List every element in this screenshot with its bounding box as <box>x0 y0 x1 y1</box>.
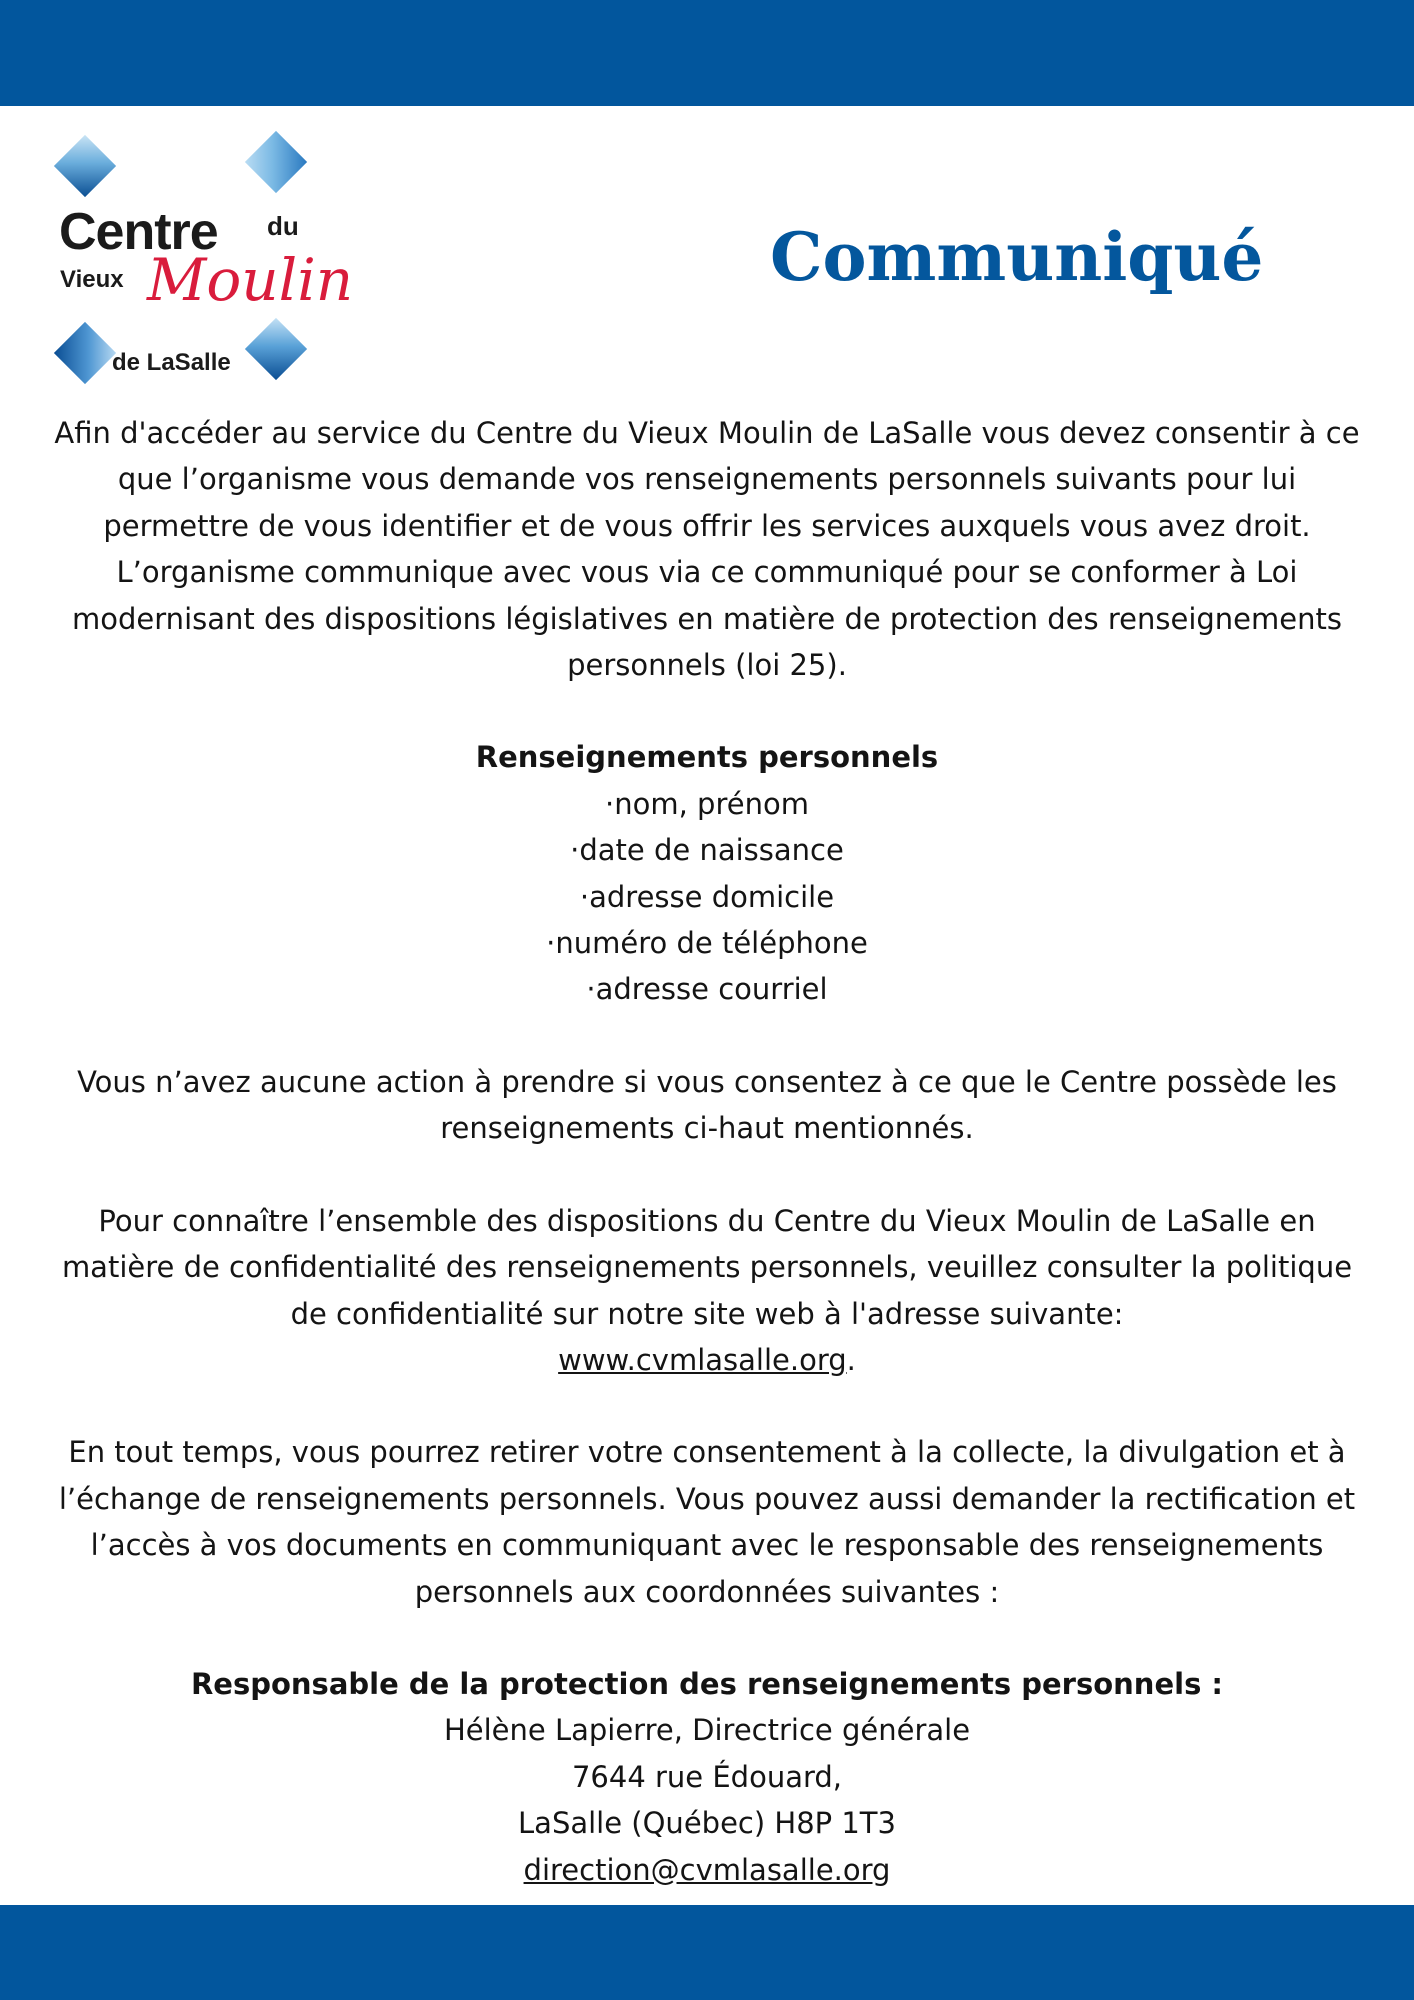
logo-diamond-top-right <box>245 131 307 193</box>
info-list <box>50 781 1364 1013</box>
list-item: · numéro de téléphone <box>50 920 1364 966</box>
list-item: · nom, prénom <box>50 781 1364 827</box>
logo-diamond-top-left <box>54 135 116 197</box>
logo-word-moulin: Moulin <box>147 246 354 314</box>
logo-word-centre: Centre <box>59 203 218 261</box>
list-item: · adresse courriel <box>50 966 1364 1012</box>
logo-word-du: du <box>267 211 299 241</box>
top-banner <box>0 0 1414 106</box>
contact-email-link[interactable]: direction@cvmlasalle.org <box>523 1852 891 1887</box>
logo-word-vieux: Vieux <box>60 266 124 293</box>
logo-diamond-bottom-left <box>54 322 116 384</box>
contact-street: 7644 rue Édouard, <box>571 1759 843 1794</box>
logo-diamond-bottom-right <box>245 318 307 380</box>
policy-paragraph <box>50 1198 1364 1384</box>
list-item: · date de naissance <box>50 827 1364 873</box>
consent-paragraph: Vous n’avez aucune action à prendre si vous consentez à ce que le Centre possède les renseignements ci-haut mentionnés. <box>77 1064 1337 1146</box>
page-title: Communiqué <box>770 218 1264 296</box>
website-suffix: . <box>846 1342 856 1377</box>
withdraw-paragraph: En tout temps, vous pourrez retirer votre consentement à la collecte, la divulgation et à l’échange de renseignements personnels. Vous pouvez aussi demander la rectification et l’accès à vos documents en communiquant avec le responsable des renseignements personnels aux coordonnées suivantes : <box>58 1435 1356 1609</box>
logo <box>55 134 354 386</box>
intro-paragraph: Afin d'accéder au service du Centre du Vieux Moulin de LaSalle vous devez consentir à ce que l’organisme vous demande vos renseignements personnels suivants pour lui permettre de vous identifier et de vous offrir les services auxquels vous avez droit. L’organisme communique avec vous via ce communiqué pour se conformer à Loi modernisant des dispositions législatives en matière de protection des renseignements personnels (loi 25). <box>54 416 1360 683</box>
policy-text: Pour connaître l’ensemble des dispositions du Centre du Vieux Moulin de LaSalle en matière de confidentialité des renseignements personnels, veuillez consulter la politique de confidentialité sur notre site web à l'adresse suivante: <box>61 1203 1353 1331</box>
website-link[interactable]: www.cvmlasalle.org <box>558 1342 847 1377</box>
contact-city: LaSalle (Québec) H8P 1T3 <box>518 1806 896 1841</box>
contact-name: Hélène Lapierre, Directrice générale <box>443 1713 971 1748</box>
contact-heading: Responsable de la protection des renseignements personnels : <box>190 1666 1224 1701</box>
list-item: · adresse domicile <box>50 874 1364 920</box>
bottom-banner <box>0 1905 1414 2000</box>
document-body <box>50 410 1364 1893</box>
logo-word-de-lasalle: de LaSalle <box>112 349 231 376</box>
info-heading: Renseignements personnels <box>475 740 939 775</box>
